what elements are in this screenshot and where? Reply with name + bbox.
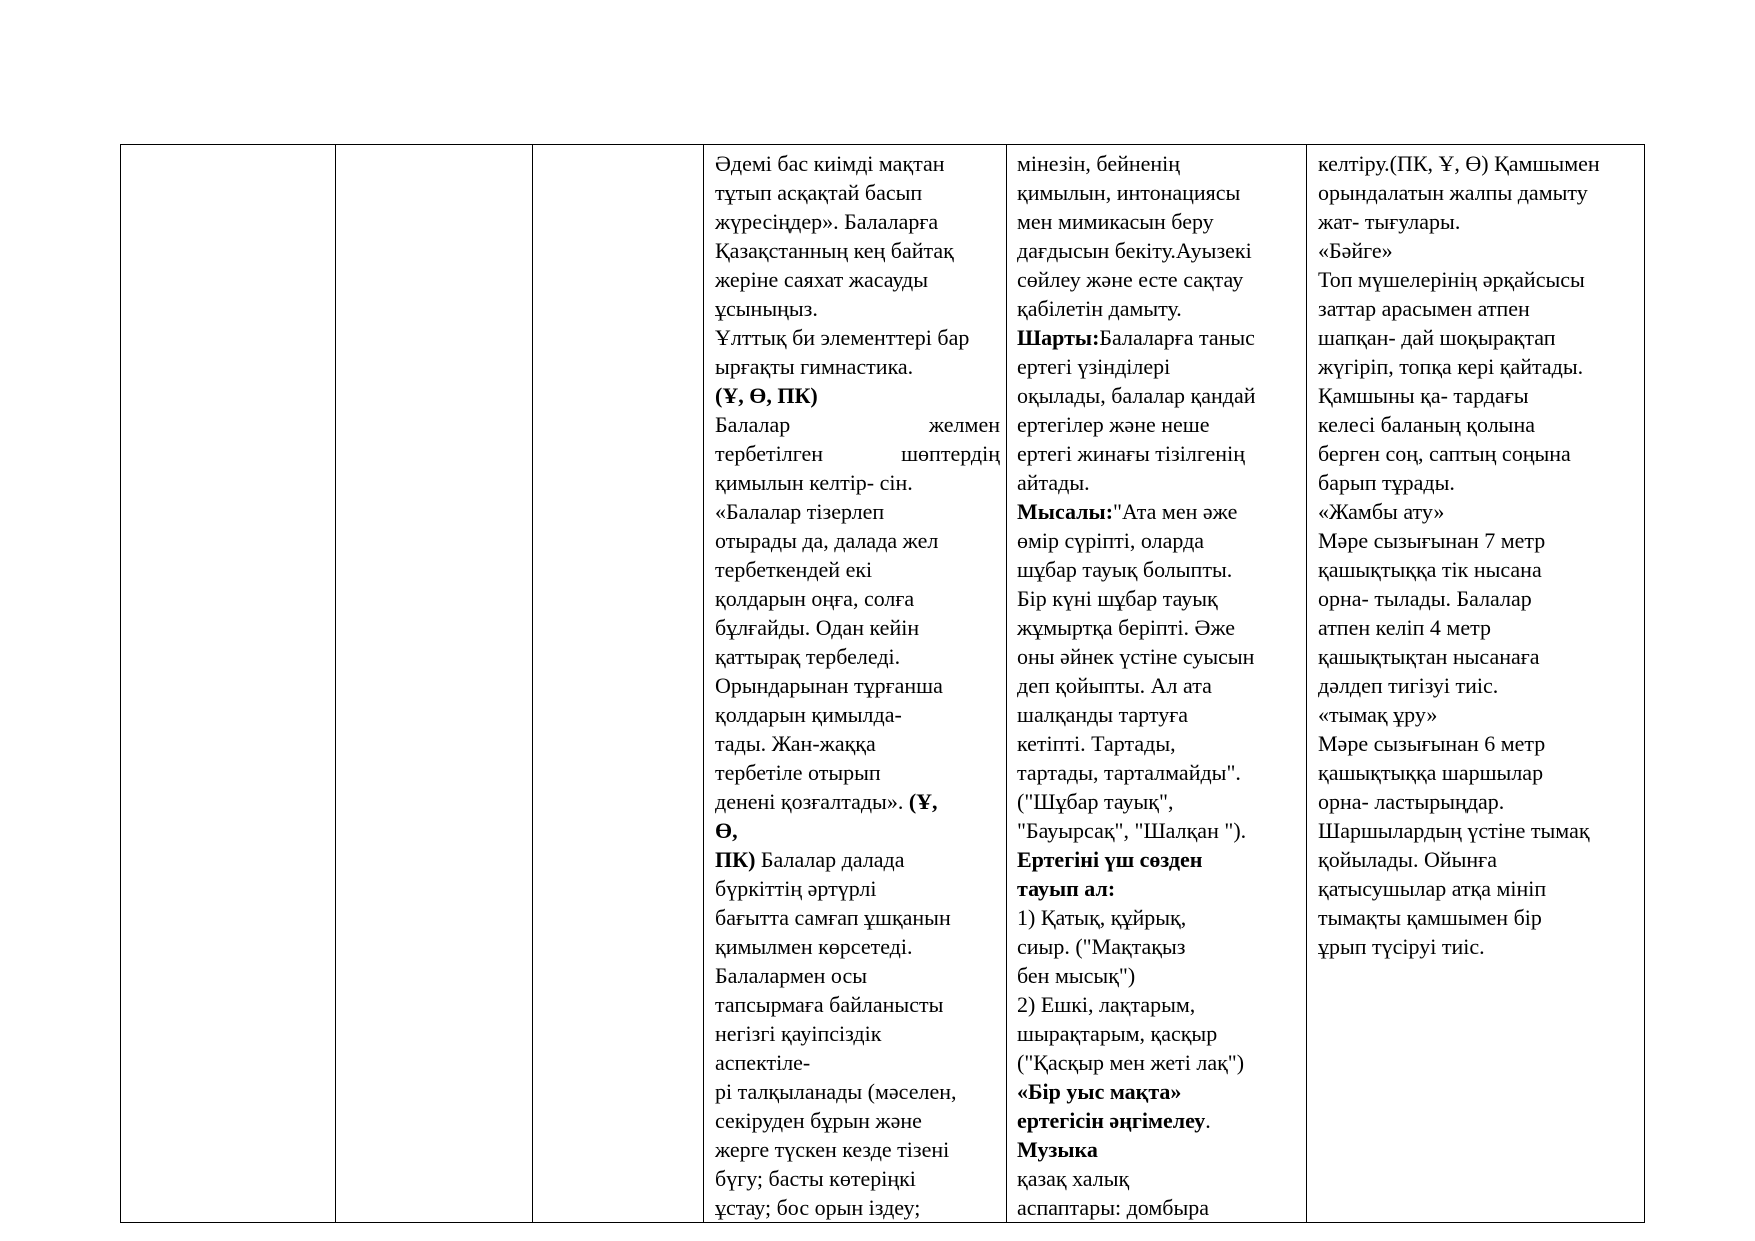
table-cell-col3	[533, 145, 704, 1223]
text-line: бұлғайды. Одан кейін	[715, 615, 920, 640]
table-cell-col2	[336, 145, 533, 1223]
text-line: берген соң, саптың соңына	[1318, 441, 1571, 466]
text-line: аспаптары: домбыра	[1017, 1195, 1210, 1220]
text-line: шұбар тауық болыпты.	[1017, 557, 1233, 582]
text-line: сөйлеу және есте сақтау	[1017, 267, 1244, 292]
text-line: жұмыртқа беріпті. Әже	[1017, 615, 1236, 640]
text-line: ("Қасқыр мен жеті лақ")	[1017, 1050, 1245, 1075]
condition-label: Шарты:	[1017, 325, 1100, 350]
text-line: өмір сүріпті, оларда	[1017, 528, 1205, 553]
skills-code: (Ұ,	[908, 789, 938, 814]
section-heading: тауып ал:	[1017, 876, 1116, 901]
text-line: мен мимикасын беру	[1017, 209, 1214, 234]
text-line: аспектіле-	[715, 1050, 811, 1075]
table-cell-col1	[121, 145, 336, 1223]
text-line: шырақтарым, қасқыр	[1017, 1021, 1218, 1046]
text-line: ұсыныңыз.	[715, 296, 818, 321]
game-title: «Жамбы ату»	[1318, 499, 1445, 524]
table-cell-col4-activities	[704, 145, 1007, 1223]
text-line: ертегі үзінділері	[1017, 354, 1171, 379]
text-line: қашықтықтан нысанаға	[1318, 644, 1540, 669]
text-line: Ұлттық би элементтері бар	[715, 325, 970, 350]
text-line: ертегісін әңгімелеу.	[1017, 1108, 1211, 1133]
text-line: ПК) Балалар далада	[715, 847, 905, 872]
text-line: Бір күні шұбар тауық	[1017, 586, 1218, 611]
text-line: шалқанды тартуға	[1017, 702, 1189, 727]
text-line: бағытта самғап ұшқанын	[715, 905, 951, 930]
text-line: ертегілер және неше	[1017, 412, 1210, 437]
skills-code: ПК)	[715, 847, 756, 872]
text-line: Мәре сызығынан 7 метр	[1318, 528, 1546, 553]
section-heading: Музыка	[1017, 1137, 1098, 1162]
text-line: Шарты:Балаларға таныс	[1017, 325, 1255, 350]
text-line: мінезін, бейненің	[1017, 151, 1181, 176]
text-line: орындалатын жалпы дамыту	[1318, 180, 1588, 205]
text-line: айтады.	[1017, 470, 1090, 495]
text-line: жат- тығулары.	[1318, 209, 1461, 234]
text-line: жүресіңдер». Балаларға	[715, 209, 939, 234]
text-line: 1) Қатық, құйрық,	[1017, 905, 1187, 930]
text-line: ертегі жинағы тізілгенің	[1017, 441, 1245, 466]
text-line: тербетіле отырып	[715, 760, 881, 785]
text-line: отырады да, далада жел	[715, 528, 939, 553]
table-cell-col5-fairy-tales	[1007, 145, 1307, 1223]
text-line: қашықтыққа тік нысана	[1318, 557, 1542, 582]
skills-code: (Ұ, Ө, ПК)	[715, 383, 818, 408]
text-line: қашықтыққа шаршылар	[1318, 760, 1544, 785]
text-line: барып тұрады.	[1318, 470, 1455, 495]
section-heading: «Бір уыс мақта»	[1017, 1079, 1182, 1104]
text-line: Қамшыны қа- тардағы	[1318, 383, 1529, 408]
text-line: рі талқыланады (мәселен,	[715, 1079, 957, 1104]
text-line: денені қозғалтады». (Ұ,	[715, 789, 938, 814]
text-line: оны әйнек үстіне суысын	[1017, 644, 1255, 669]
game-title: «Бәйге»	[1318, 238, 1393, 263]
text-line: қабілетін дамыту.	[1017, 296, 1182, 321]
text-line: дәлдеп тигізуі тиіс.	[1318, 673, 1499, 698]
text-line: қазақ халық	[1017, 1166, 1130, 1191]
section-heading: Ертегіні үш сөзден	[1017, 847, 1203, 872]
text-line: орна- ластырыңдар.	[1318, 789, 1505, 814]
table-cell-col6-games	[1307, 145, 1645, 1223]
text-line: тады. Жан-жаққа	[715, 731, 876, 756]
skills-code: Ө,	[715, 818, 738, 843]
text-line: «Балалар тізерлеп	[715, 499, 885, 524]
text-line: шапқан- дай шоқырақтап	[1318, 325, 1556, 350]
text-line: бүркіттің әртүрлі	[715, 876, 877, 901]
section-heading: ертегісін әңгімелеу	[1017, 1108, 1206, 1133]
text-line: қолдарын оңға, солға	[715, 586, 915, 611]
text-line: 2) Ешкі, лақтарым,	[1017, 992, 1196, 1017]
text-line: негізгі қауіпсіздік	[715, 1021, 882, 1046]
text-line: сиыр. ("Мақтақыз	[1017, 934, 1186, 959]
text-line: ұстау; бос орын іздеу;	[715, 1195, 921, 1220]
text-line: секіруден бұрын және	[715, 1108, 922, 1133]
text-line: Топ мүшелерінің әрқайсысы	[1318, 267, 1585, 292]
text-line: кетіпті. Тартады,	[1017, 731, 1176, 756]
text-line: жерге түскен кезде тізені	[715, 1137, 950, 1162]
text-line: Шаршылардың үстіне тымақ	[1318, 818, 1590, 843]
text-line: заттар арасымен атпен	[1318, 296, 1530, 321]
text-line: бен мысық")	[1017, 963, 1136, 988]
text-line: "Бауырсақ", "Шалқан ").	[1017, 818, 1247, 843]
text-line: қойылады. Ойынға	[1318, 847, 1497, 872]
text-line: қимылын келтір- сін.	[715, 470, 913, 495]
text-line: бүгу; басты көтеріңкі	[715, 1166, 916, 1191]
text-line: қимылмен көрсетеді.	[715, 934, 913, 959]
text-line: қатысушылар атқа мініп	[1318, 876, 1547, 901]
text-line: Мысалы:"Ата мен әже	[1017, 499, 1238, 524]
text-line: тапсырмаға байланысты	[715, 992, 944, 1017]
text-line: ұрып түсіруі тиіс.	[1318, 934, 1485, 959]
text-line: тартады, тарталмайды".	[1017, 760, 1241, 785]
text-line: Қазақстанның кең байтақ	[715, 238, 954, 263]
text-line: деп қойыпты. Ал ата	[1017, 673, 1212, 698]
text-line: жүгіріп, топқа кері қайтады.	[1318, 354, 1584, 379]
text-line: Әдемі бас киімді мақтан	[715, 151, 945, 176]
text-line: Орындарынан тұрғанша	[715, 673, 943, 698]
plan-table	[120, 144, 1645, 1223]
text-line: қолдарын қимылда-	[715, 702, 902, 727]
text-line: келесі баланың қолына	[1318, 412, 1535, 437]
text-line: тұтып асқақтай басып	[715, 180, 923, 205]
game-title: «тымақ ұру»	[1318, 702, 1438, 727]
text-line: орна- тылады. Балалар	[1318, 586, 1532, 611]
text-line-justified: тербетілген шөптердің	[715, 441, 1000, 466]
text-line: қимылын, интонациясы	[1017, 180, 1241, 205]
text-line: атпен келіп 4 метр	[1318, 615, 1491, 640]
text-line: Мәре сызығынан 6 метр	[1318, 731, 1546, 756]
text-line: дағдысын бекіту.Ауызекі	[1017, 238, 1252, 263]
text-line: келтіру.(ПК, Ұ, Ө) Қамшымен	[1318, 151, 1600, 176]
text-line: жеріне саяхат жасауды	[715, 267, 928, 292]
text-line-justified: Балалар желмен	[715, 412, 1000, 437]
example-label: Мысалы:	[1017, 499, 1114, 524]
text-line: ырғақты гимнастика.	[715, 354, 914, 379]
text-line: Балалармен осы	[715, 963, 867, 988]
text-line: тымақты қамшымен бір	[1318, 905, 1542, 930]
text-line: ("Шұбар тауық",	[1017, 789, 1174, 814]
table-row	[121, 145, 1645, 1223]
text-line: оқылады, балалар қандай	[1017, 383, 1256, 408]
text-line: қаттырақ тербеледі.	[715, 644, 901, 669]
text-line: тербеткендей екі	[715, 557, 873, 582]
